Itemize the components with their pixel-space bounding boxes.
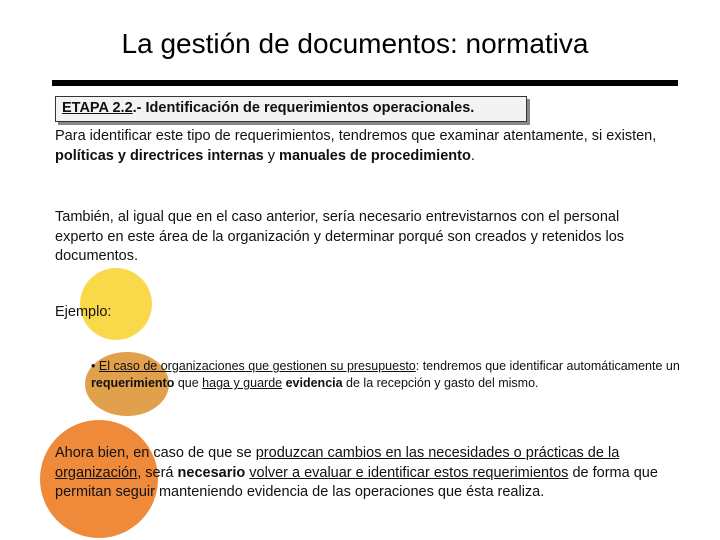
paragraph-3-underlined-1: produzcan cambios en las necesidades o prácticas de la organización [55,445,620,481]
paragraph-1-bold-2: manuales de procedimiento [279,147,471,164]
paragraph-3 [55,444,665,503]
bullet-underlined-1: El caso de organizaciones que gestionen su presupuesto [98,359,416,373]
bullet-underlined-2: haga y guarde [202,376,283,390]
paragraph-3-bold-1: necesario [177,464,246,481]
paragraph-3-underlined-2: volver a evaluar e identificar estos requerimientos [249,464,569,481]
bullet-bold-1: requerimiento [91,376,175,390]
bullet-text-4: de la recepción y gasto del mismo. [342,376,539,390]
section-heading [62,100,474,116]
page-title: La gestión de documentos: normativa [121,28,589,59]
bullet-text-2: que [174,376,203,390]
paragraph-1-bold-1: políticas y directrices internas [55,147,264,164]
paragraph-3-text-4: de forma que permitan seguir manteniendo evidencia de las operaciones que ésta realiza. [55,464,658,500]
section-number: ETAPA 2.2 [62,100,133,116]
title-divider [52,80,678,86]
paragraph-1-text-2: y [263,147,280,164]
bullet-bold-2: evidencia [285,376,343,390]
bullet-text-1: : tendremos que identificar automáticamente un [415,359,680,373]
paragraph-3-text-2: , será [137,464,178,481]
example-label: Ejemplo: [55,304,112,320]
bullet-marker: • [91,359,99,373]
paragraph-3-text-1: Ahora bien, en caso de que se [55,445,256,461]
paragraph-2: También, al igual que en el caso anterior, sería necesario entrevistarnos con el personal experto en este área de la organización y determinar porqué son creados y retenidos los documentos. [55,209,625,264]
section-heading-text: .- Identificación de requerimientos operacionales. [132,100,475,116]
paragraph-1 [55,127,665,166]
paragraph-1-text: Para identificar este tipo de requerimientos, tendremos que examinar atentamente, si existen, [55,128,657,144]
paragraph-1-text-3: . [470,147,475,164]
example-bullet [91,358,691,392]
